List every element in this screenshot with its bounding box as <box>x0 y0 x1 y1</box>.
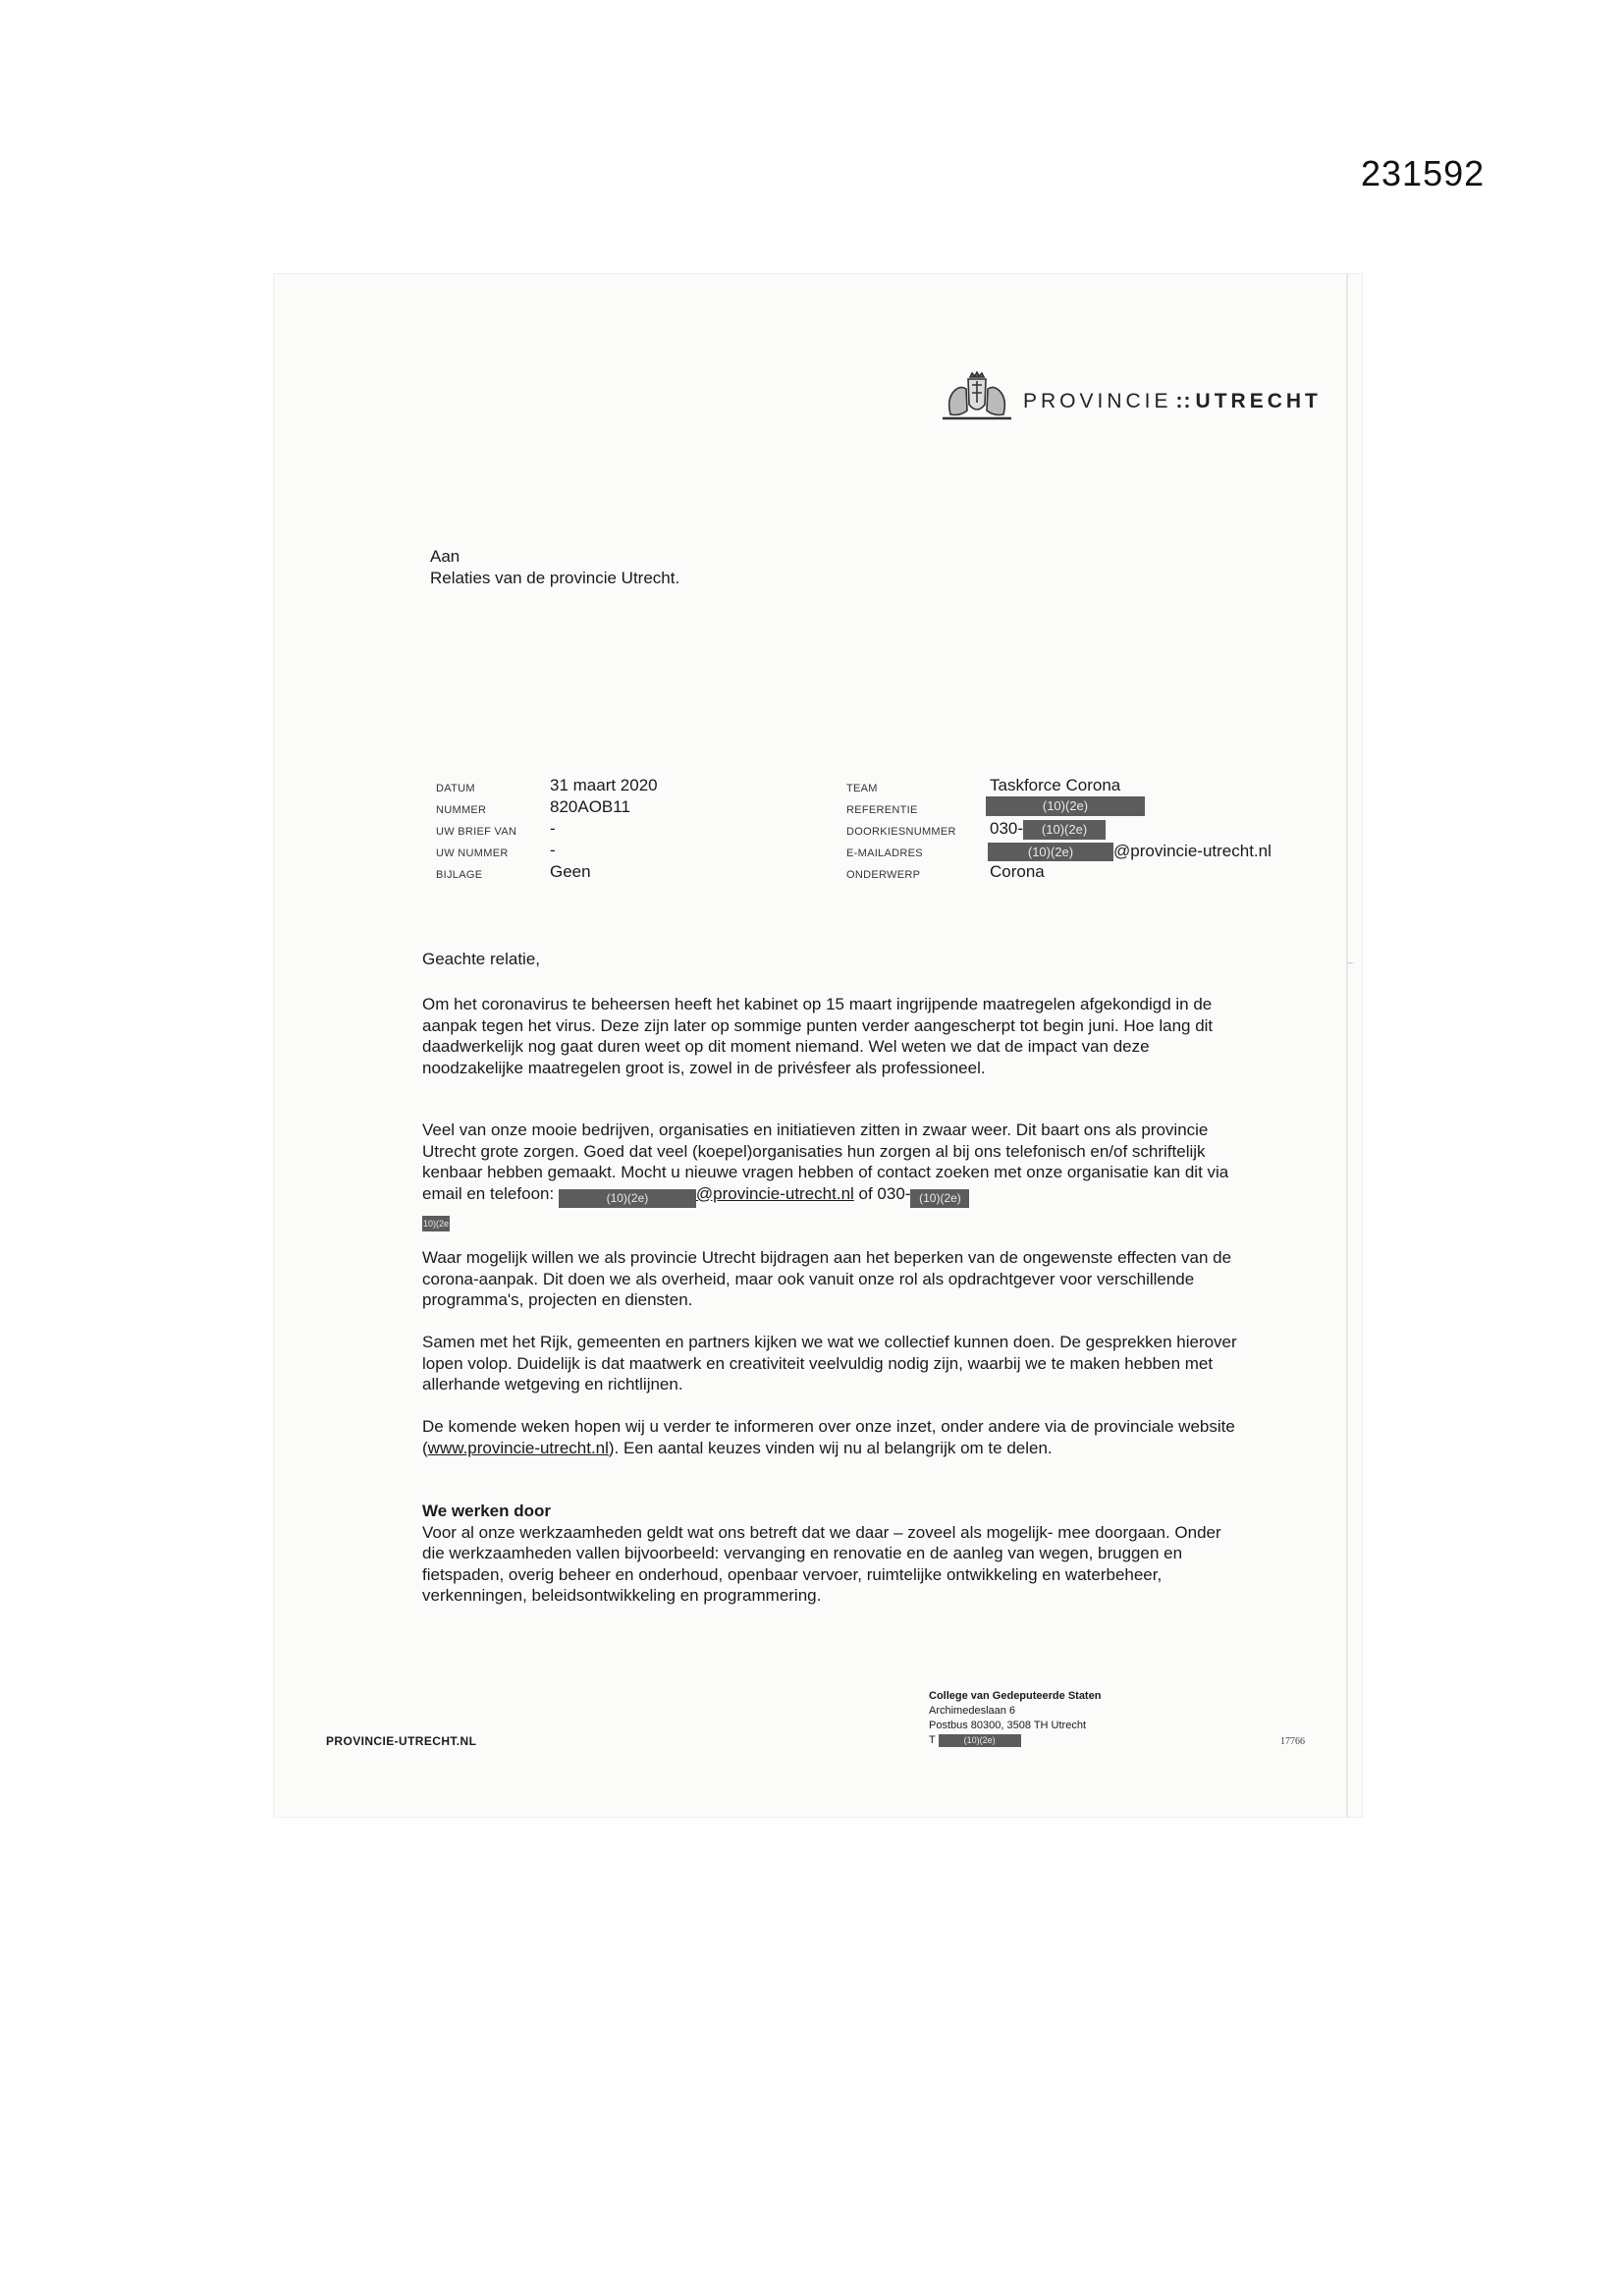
addressee-block <box>430 546 679 589</box>
meta-value-team: Taskforce Corona <box>990 776 1121 794</box>
footer-postbus: Postbus 80300, 3508 TH Utrecht <box>929 1720 1087 1731</box>
doorkies-prefix: 030- <box>990 819 1024 838</box>
wordmark-separator: :: <box>1175 390 1192 412</box>
footer-address-block <box>929 1689 1101 1748</box>
meta-label-referentie: REFERENTIE <box>846 804 918 816</box>
redaction-doorkiesnummer: (10)(2e) <box>1023 820 1106 840</box>
footer-code: 17766 <box>1280 1736 1305 1747</box>
redaction-referentie: (10)(2e) <box>986 796 1145 816</box>
paragraph-2 <box>422 1120 1242 1231</box>
addressee-line-1: Aan <box>430 547 460 566</box>
section-we-werken-door <box>422 1501 1237 1607</box>
paragraph-6-text: Voor al onze werkzaamheden geldt wat ons betreft dat we daar – zoveel als mogelijk- mee doorgaan. Onder die werkzaamheden vallen bijvoorbeeld: vervanging en renovatie en de aanleg van wegen, bruggen en fietspaden, overig beheer en onderhoud, openbaar vervoer, ruimtelijke ontwikkeling en waterbeheer, verkenningen, beleidsontwikkeling en programmering. <box>422 1522 1221 1605</box>
footer-street: Archimedeslaan 6 <box>929 1705 1016 1717</box>
wordmark-utrecht: UTRECHT <box>1195 390 1322 412</box>
coat-of-arms-icon <box>937 371 1017 422</box>
scan-edge-shadow <box>1346 273 1348 1818</box>
meta-value-referentie <box>986 796 1145 816</box>
meta-value-e-mailadres <box>988 842 1272 861</box>
meta-label-bijlage: BIJLAGE <box>436 869 483 881</box>
footer-website: PROVINCIE-UTRECHT.NL <box>326 1734 477 1748</box>
footer-phone-prefix: T <box>929 1734 936 1746</box>
meta-label-team: TEAM <box>846 783 878 794</box>
meta-value-nummer: 820AOB11 <box>550 797 630 816</box>
paragraph-4 <box>422 1332 1237 1395</box>
paragraph-3 <box>422 1247 1237 1311</box>
meta-value-doorkiesnummer <box>990 819 1106 840</box>
email-domain: @provincie-utrecht.nl <box>1113 842 1272 860</box>
redaction-contact-email: (10)(2e) <box>559 1189 696 1208</box>
paragraph-5-before: De komende weken hopen wij u verder te informeren over onze inzet, onder andere via de provinciale website ( <box>422 1417 1235 1457</box>
section-heading: We werken door <box>422 1502 551 1520</box>
meta-label-datum: DATUM <box>436 783 475 794</box>
paragraph-2-main: Veel van onze mooie bedrijven, organisaties en initiatieven zitten in zwaar weer. Dit baart ons als provincie Utrecht grote zorgen. Goed dat veel (koepel)organisaties hun zorgen al bij ons telefonisch en/of schriftelijk kenbaar hebben gemaakt. Mocht u nieuwe vragen hebben of contact zoeken met onze organisatie kan dit via email en telefoon: <box>422 1121 1229 1203</box>
fold-mark <box>1347 962 1353 963</box>
website-link[interactable]: www.provincie-utrecht.nl <box>427 1438 609 1457</box>
meta-label-uw-nummer: UW NUMMER <box>436 847 509 859</box>
paragraph-3-text: Waar mogelijk willen we als provincie Utrecht bijdragen aan het beperken van de ongewenste effecten van de corona-aanpak. Dit doen we als overheid, maar ook vanuit onze rol als opdrachtgever voor verschillende programma's, projecten en diensten. <box>422 1248 1232 1309</box>
meta-label-e-mailadres: E-MAILADRES <box>846 847 923 859</box>
salutation: Geachte relatie, <box>422 950 541 968</box>
paragraph-5 <box>422 1416 1237 1458</box>
meta-label-nummer: NUMMER <box>436 804 487 816</box>
paragraph-5-text <box>422 1416 1237 1458</box>
paragraph-5-after: ). Een aantal keuzes vinden wij nu al belangrijk om te delen. <box>608 1438 1053 1457</box>
paragraph-4-text: Samen met het Rijk, gemeenten en partners kijken we wat we collectief kunnen doen. De gesprekken hierover lopen volop. Duidelijk is dat maatwerk en creativiteit veelvuldig nodig zijn, waarbij we te maken hebben met allerhande wetgeving en richtlijnen. <box>422 1333 1237 1394</box>
meta-value-uw-nummer: - <box>550 841 556 859</box>
meta-value-datum: 31 maart 2020 <box>550 776 658 794</box>
meta-label-doorkiesnummer: DOORKIESNUMMER <box>846 826 956 838</box>
redaction-e-mailadres: (10)(2e) <box>988 843 1113 861</box>
footer-phone <box>929 1733 1101 1748</box>
contact-phone-text: of 030- <box>853 1183 911 1203</box>
wordmark-provincie: PROVINCIE <box>1023 390 1172 412</box>
province-wordmark <box>1023 390 1322 413</box>
meta-value-onderwerp: Corona <box>990 862 1045 881</box>
paragraph-1 <box>422 994 1237 1078</box>
redaction-contact-phone: (10)(2e) <box>910 1189 969 1208</box>
meta-value-uw-brief-van: - <box>550 819 556 838</box>
addressee-line-2: Relaties van de provincie Utrecht. <box>430 569 680 587</box>
province-logo <box>937 371 1322 422</box>
meta-label-uw-brief-van: UW BRIEF VAN <box>436 826 517 838</box>
paragraph-2-text <box>422 1120 1242 1231</box>
meta-label-onderwerp: ONDERWERP <box>846 869 921 881</box>
contact-email-domain: @provincie-utrecht.nl <box>695 1183 854 1203</box>
document-number: 231592 <box>1361 153 1486 193</box>
redaction-phone-tail: 10)(2e <box>422 1216 450 1231</box>
paragraph-1-text: Om het coronavirus te beheersen heeft het kabinet op 15 maart ingrijpende maatregelen afgekondigd in de aanpak tegen het virus. Deze zijn later op sommige punten verder aangescherpt tot begin juni. Hoe lang dit daadwerkelijk nog gaat duren weet op dit moment niemand. Wel weten we dat de impact van deze noodzakelijke maatregelen groot is, zowel in de privésfeer als professioneel. <box>422 995 1214 1077</box>
meta-value-bijlage: Geen <box>550 862 591 881</box>
redaction-footer-phone: (10)(2e) <box>939 1734 1021 1747</box>
footer-org: College van Gedeputeerde Staten <box>929 1690 1102 1702</box>
